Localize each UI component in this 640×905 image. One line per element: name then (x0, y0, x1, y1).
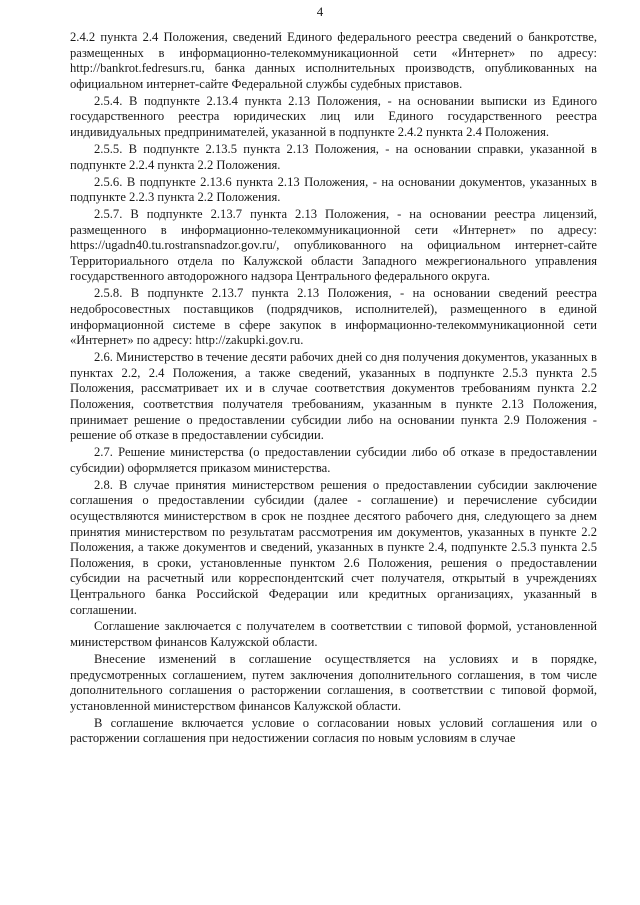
paragraph-2-5-4: 2.5.4. В подпункте 2.13.4 пункта 2.13 Положения, - на основании выписки из Единого государственного реестра юридических лиц или Единого государственного реестра индивидуальных предпринимателей, указанной в подпункте 2.4.2 пункта 2.4 Положения. (70, 93, 597, 139)
paragraph-2-8: 2.8. В случае принятия министерством решения о предоставлении субсидии заключение соглашения о предоставлении субсидии (далее - соглашение) и перечисление субсидии осуществляются министерством в срок не позднее десятого рабочего дня, следующего за днем принятия министерством по результатам рассмотрения им документов, указанных в пункте 2.2 Положения, а также документов и сведений, указанных в пункте 2.4, подпункте 2.5.3 пункта 2.5 Положения, в сроки, установленные пунктом 2.6 Положения, решения о предоставлении субсидии на расчетный или корреспондентский счет получателя, открытый в учреждениях Центрального банка Российской Федерации или кредитных организациях, указанный в соглашении. (70, 477, 597, 617)
document-body (70, 30, 597, 748)
paragraph-2-5-5: 2.5.5. В подпункте 2.13.5 пункта 2.13 Положения, - на основании справки, указанной в подпункте 2.2.4 пункта 2.2 Положения. (70, 141, 597, 172)
paragraph-2-5-6: 2.5.6. В подпункте 2.13.6 пункта 2.13 Положения, - на основании документов, указанных в подпункте 2.2.3 пункта 2.2 Положения. (70, 174, 597, 205)
page-number: 4 (316, 4, 324, 19)
paragraph-2-5-7: 2.5.7. В подпункте 2.13.7 пункта 2.13 Положения, - на основании реестра лицензий, размещенного в информационно-телекоммуникационной сети «Интернет» по адресу: https://ugadn40.tu.rostransnadzor.gov.ru/, опубликованного на официальном интернет-сайте Территориального отдела по Калужской области Западного межрегионального управления государственного автодорожного надзора Центрального федерального округа. (70, 207, 597, 284)
paragraph-agreement-form: Соглашение заключается с получателем в соответствии с типовой формой, установленной министерством финансов Калужской области. (70, 619, 597, 650)
paragraph-2-6: 2.6. Министерство в течение десяти рабочих дней со дня получения документов, указанных в пунктах 2.2, 2.4 Положения, а также сведений, указанных в подпункте 2.5.3 пункта 2.5 Положения, рассматривает их и в случае соответствия документов требованиям пункта 2.2 Положения, соответствия получателя требованиям, указанным в пункте 2.13 Положения, принимает решение о предоставлении субсидии либо на основании пункта 2.9 Положения - решение об отказе в предоставлении субсидии. (70, 350, 597, 443)
paragraph-agreement-amendments: Внесение изменений в соглашение осуществляется на условиях и в порядке, предусмотренных соглашением, путем заключения дополнительного соглашения, в том числе дополнительного соглашения о расторжении соглашения, в соответствии с типовой формой, установленной министерством финансов Калужской области. (70, 652, 597, 713)
paragraph-2-7: 2.7. Решение министерства (о предоставлении субсидии либо об отказе в предоставлении субсидии) оформляется приказом министерства. (70, 445, 597, 475)
paragraph-2-5-8: 2.5.8. В подпункте 2.13.7 пункта 2.13 Положения, - на основании сведений реестра недобросовестных поставщиков (подрядчиков, исполнителей), размещенного в единой информационной системе в сфере закупок в информационно-телекоммуникационной сети «Интернет» по адресу: http://zakupki.gov.ru. (70, 286, 597, 348)
paragraph-2-4-2-continuation: 2.4.2 пункта 2.4 Положения, сведений Единого федерального реестра сведений о банкротстве, размещенных в информационно-телекоммуникационной сети «Интернет» по адресу: http://bankrot.fedresurs.ru, банка данных исполнительных производств, опубликованных на официальном интернет-сайте Федеральной службы судебных приставов. (70, 30, 597, 91)
paragraph-agreement-conditions: В соглашение включается условие о согласовании новых условий соглашения или о расторжении соглашения при недостижении согласия по новым условиям в случае (70, 715, 597, 746)
